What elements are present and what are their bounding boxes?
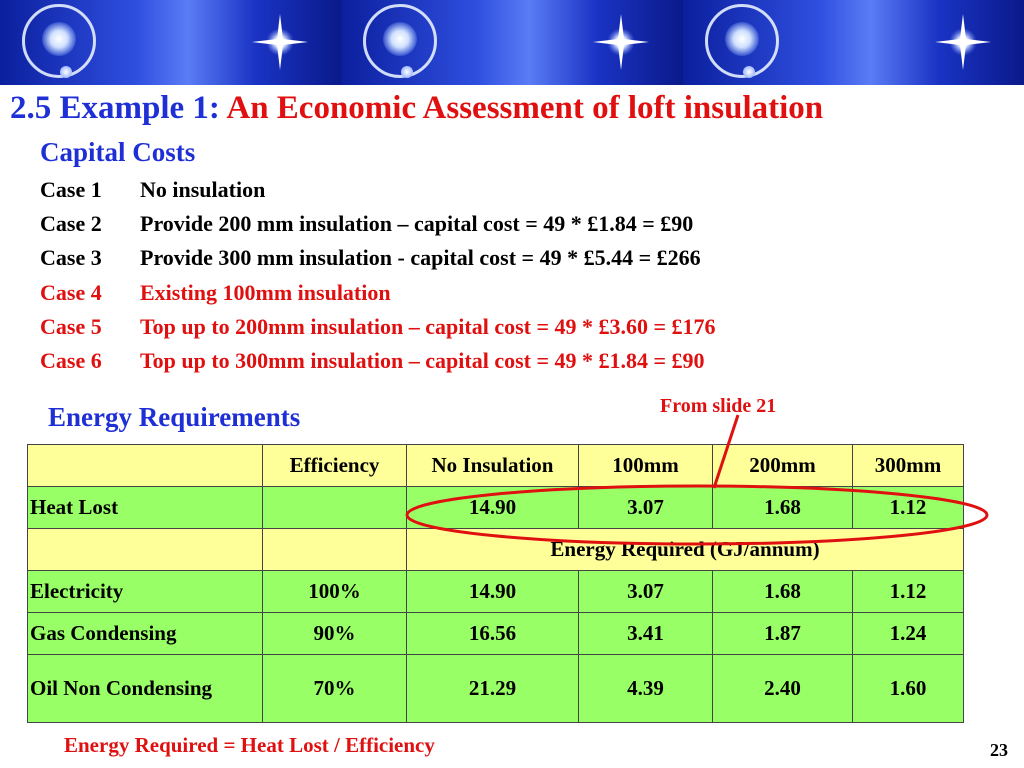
value-cell: 3.41 [579,613,713,655]
value-cell: 3.07 [579,571,713,613]
case-label: Case 5 [40,314,102,339]
header-cell: 200mm [713,445,853,487]
value-cell: 1.12 [853,487,964,529]
case-label: Case 4 [40,280,102,305]
efficiency-cell: 70% [263,655,407,723]
value-cell: 1.68 [713,571,853,613]
row-label: Oil Non Condensing [28,655,263,723]
header-cell: No Insulation [407,445,579,487]
annotation-from-slide: From slide 21 [660,395,777,417]
row-label: Heat Lost [28,487,263,529]
case-text: Provide 300 mm insulation - capital cost = 49 * £5.44 = £266 [140,245,701,270]
page-number: 23 [990,740,1008,760]
value-cell: 2.40 [713,655,853,723]
formula-note: Energy Required = Heat Lost / Efficiency [64,733,435,757]
case-text: Top up to 200mm insulation – capital cost = 49 * £3.60 = £176 [140,314,716,339]
value-cell: 3.07 [579,487,713,529]
case-label: Case 1 [40,177,102,202]
case-label: Case 3 [40,245,102,270]
header-cell: 100mm [579,445,713,487]
annotation-pointer-line [714,415,738,488]
energy-required-subheader: Energy Required (GJ/annum) [407,529,964,571]
value-cell: 4.39 [579,655,713,723]
header-cell: 300mm [853,445,964,487]
value-cell: 1.68 [713,487,853,529]
efficiency-cell: 90% [263,613,407,655]
row-label: Gas Condensing [28,613,263,655]
case-label: Case 2 [40,211,102,236]
energy-requirements-heading: Energy Requirements [48,402,301,432]
case-text: Existing 100mm insulation [140,280,391,305]
header-cell: Efficiency [263,445,407,487]
title-main: An Economic Assessment of loft insulation [226,90,824,126]
value-cell: 1.87 [713,613,853,655]
row-label: Electricity [28,571,263,613]
capital-costs-heading: Capital Costs [40,137,196,167]
case-text: No insulation [140,177,266,202]
annotation-ellipse [407,486,987,544]
value-cell: 1.24 [853,613,964,655]
case-text: Provide 200 mm insulation – capital cost = 49 * £1.84 = £90 [140,211,694,236]
value-cell: 14.90 [407,487,579,529]
case-text: Top up to 300mm insulation – capital cost = 49 * £1.84 = £90 [140,348,705,373]
efficiency-cell: 100% [263,571,407,613]
value-cell: 14.90 [407,571,579,613]
value-cell: 21.29 [407,655,579,723]
title-prefix: 2.5 Example 1: [10,90,220,126]
value-cell: 16.56 [407,613,579,655]
case-label: Case 6 [40,348,102,373]
value-cell: 1.60 [853,655,964,723]
value-cell: 1.12 [853,571,964,613]
